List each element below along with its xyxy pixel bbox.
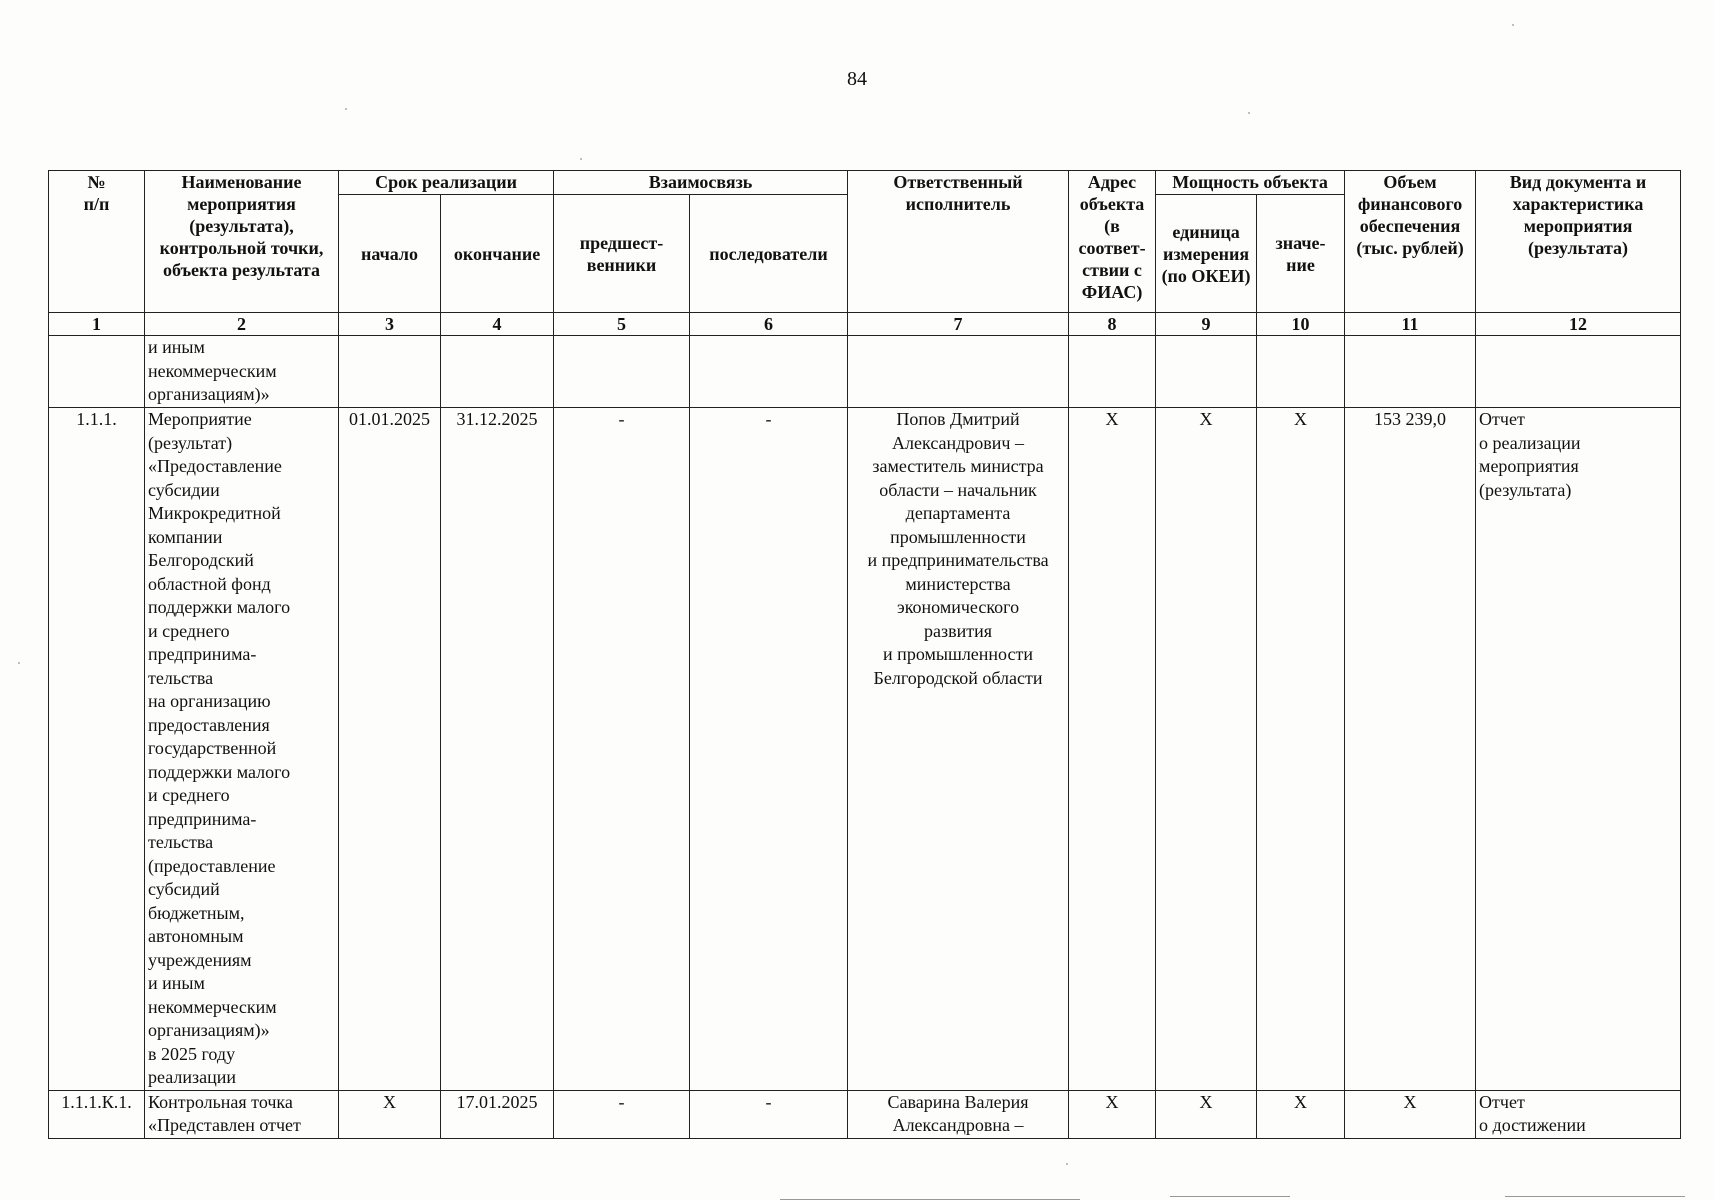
row-prev: - (554, 1090, 690, 1138)
header-capacity-unit: единица измерения (по ОКЕИ) (1156, 195, 1257, 313)
header-name: Наименование мероприятия (результата), контрольной точки, объекта результата (145, 171, 339, 313)
row-unit (1156, 336, 1257, 408)
column-number-row (49, 313, 1681, 336)
header-term-end: окончание (441, 195, 554, 313)
row-end: 17.01.2025 (441, 1090, 554, 1138)
scan-speck (1512, 24, 1514, 26)
row-name: Контрольная точка «Представлен отчет (145, 1090, 339, 1138)
header-num: № п/п (49, 171, 145, 313)
row-finance: Х (1345, 1090, 1476, 1138)
row-unit: Х (1156, 1090, 1257, 1138)
scan-speck (1248, 112, 1250, 114)
header-finance: Объем финансового обеспечения (тыс. рублей) (1345, 171, 1476, 313)
column-number: 5 (554, 313, 690, 336)
row-finance: 153 239,0 (1345, 408, 1476, 1091)
column-number: 4 (441, 313, 554, 336)
header-capacity-value: значе- ние (1257, 195, 1345, 313)
table-row (49, 1090, 1681, 1138)
header-responsible: Ответственный исполнитель (848, 171, 1069, 313)
row-value: Х (1257, 408, 1345, 1091)
scan-speck (1066, 1163, 1068, 1165)
row-start: 01.01.2025 (339, 408, 441, 1091)
row-num: 1.1.1. (49, 408, 145, 1091)
scan-speck (18, 662, 20, 664)
column-number: 10 (1257, 313, 1345, 336)
row-next: - (690, 408, 848, 1091)
column-number: 3 (339, 313, 441, 336)
column-number: 11 (1345, 313, 1476, 336)
column-number: 12 (1476, 313, 1681, 336)
column-number: 9 (1156, 313, 1257, 336)
row-prev (554, 336, 690, 408)
scan-speck (580, 158, 582, 160)
header-term-start: начало (339, 195, 441, 313)
row-doc: Отчет о реализации мероприятия (результата) (1476, 408, 1681, 1091)
column-number: 1 (49, 313, 145, 336)
row-finance (1345, 336, 1476, 408)
row-start: Х (339, 1090, 441, 1138)
row-responsible: Попов Дмитрий Александрович – заместитель министра области – начальник департамента промышленности и предпринимательства министерства экономического развития и промышленности Белгородской области (848, 408, 1069, 1091)
row-responsible (848, 336, 1069, 408)
row-address: Х (1069, 408, 1156, 1091)
scan-artifact-line (1170, 1196, 1290, 1197)
row-address: Х (1069, 1090, 1156, 1138)
row-address (1069, 336, 1156, 408)
row-end (441, 336, 554, 408)
row-num (49, 336, 145, 408)
scan-speck (345, 108, 347, 110)
header-address: Адрес объекта (в соответ-ствии с ФИАС) (1069, 171, 1156, 313)
row-prev: - (554, 408, 690, 1091)
column-number: 6 (690, 313, 848, 336)
row-doc (1476, 336, 1681, 408)
row-responsible: Саварина Валерия Александровна – (848, 1090, 1069, 1138)
row-next: - (690, 1090, 848, 1138)
table-row (49, 408, 1681, 1091)
row-start (339, 336, 441, 408)
column-number: 8 (1069, 313, 1156, 336)
row-value (1257, 336, 1345, 408)
page-number: 84 (847, 68, 867, 90)
event-plan-table (48, 170, 1681, 1139)
header-link-group: Взаимосвязь (554, 171, 848, 195)
row-name: и иным некоммерческим организациям)» (145, 336, 339, 408)
header-doc: Вид документа и характеристика мероприятия (результата) (1476, 171, 1681, 313)
row-unit: Х (1156, 408, 1257, 1091)
row-next (690, 336, 848, 408)
row-name: Мероприятие (результат) «Предоставление субсидии Микрокредитной компании Белгородский областной фонд поддержки малого и среднего предпринима- тельства на организацию предоставления государственной поддержки малого и среднего предпринима- тельства (предоставление субсидий бюджетным, автономным учреждениям и иным некоммерческим организациям)» в 2025 году реализации (145, 408, 339, 1091)
table-header (49, 171, 1681, 336)
column-number: 7 (848, 313, 1069, 336)
scan-artifact-line (1505, 1196, 1685, 1197)
row-num: 1.1.1.К.1. (49, 1090, 145, 1138)
header-link-next: последователи (690, 195, 848, 313)
header-capacity-group: Мощность объекта (1156, 171, 1345, 195)
table-row (49, 336, 1681, 408)
row-end: 31.12.2025 (441, 408, 554, 1091)
column-number: 2 (145, 313, 339, 336)
header-term-group: Срок реализации (339, 171, 554, 195)
row-doc: Отчет о достижении (1476, 1090, 1681, 1138)
row-value: Х (1257, 1090, 1345, 1138)
header-link-prev: предшест- венники (554, 195, 690, 313)
